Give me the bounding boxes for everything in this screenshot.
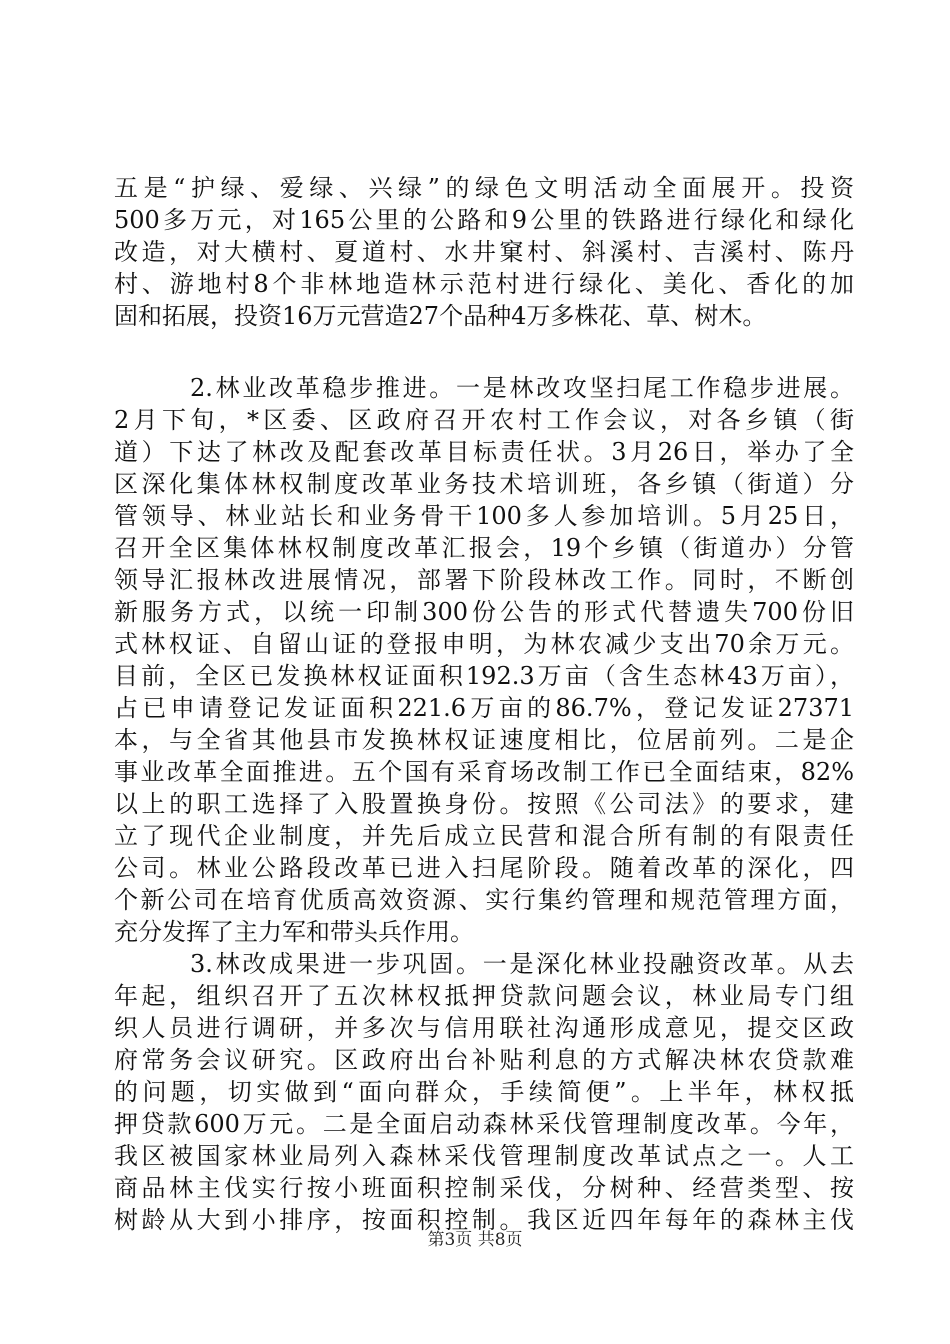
- text-line: 织人员进行调研，并多次与信用联社沟通形成意见，提交区政: [114, 1014, 854, 1042]
- text-line: 3.林改成果进一步巩固。一是深化林业投融资改革。从去: [190, 950, 854, 978]
- text-line: 公司。林业公路段改革已进入扫尾阶段。随着改革的深化，四: [114, 854, 854, 882]
- text-line: 召开全区集体林权制度改革汇报会，19个乡镇（街道办）分管: [114, 534, 854, 562]
- text-line: 改造，对大横村、夏道村、水井窠村、斜溪村、吉溪村、陈丹: [114, 238, 854, 266]
- text-line: 目前，全区已发换林权证面积192.3万亩（含生态林43万亩），: [114, 662, 854, 690]
- text-line: 村、游地村8个非林地造林示范村进行绿化、美化、香化的加: [114, 270, 854, 298]
- text-line: 五是“护绿、爱绿、兴绿”的绿色文明活动全面展开。投资: [114, 174, 854, 202]
- text-line: 立了现代企业制度，并先后成立民营和混合所有制的有限责任: [114, 822, 854, 850]
- document-body: [114, 172, 854, 1236]
- text-line: 占已申请登记发证面积221.6万亩的86.7%，登记发证27371: [114, 694, 854, 722]
- text-line: 道）下达了林改及配套改革目标责任状。3月26日，举办了全: [114, 438, 854, 466]
- text-line: 事业改革全面推进。五个国有采育场改制工作已全面结束，82%: [114, 758, 854, 786]
- text-line: 个新公司在培育优质高效资源、实行集约管理和规范管理方面，: [114, 886, 854, 914]
- text-line: 固和拓展，投资16万元营造27个品种4万多株花、草、树木。: [114, 302, 767, 330]
- text-line: 我区被国家林业局列入森林采伐管理制度改革试点之一。人工: [114, 1142, 854, 1170]
- text-line: 充分发挥了主力军和带头兵作用。: [114, 918, 474, 946]
- text-line: 2.林业改革稳步推进。一是林改攻坚扫尾工作稳步进展。: [190, 374, 854, 402]
- text-line: 以上的职工选择了入股置换身份。按照《公司法》的要求，建: [114, 790, 854, 818]
- paragraph-green-campaign: [114, 172, 854, 332]
- text-line: 区深化集体林权制度改革业务技术培训班，各乡镇（街道）分: [114, 470, 854, 498]
- text-line: 新服务方式，以统一印制300份公告的形式代替遗失700份旧: [114, 598, 854, 626]
- text-line: 押贷款600万元。二是全面启动森林采伐管理制度改革。今年，: [114, 1110, 854, 1138]
- text-line: 本，与全省其他县市发换林权证速度相比，位居前列。二是企: [114, 726, 854, 754]
- text-line: 的问题，切实做到“面向群众，手续简便”。上半年，林权抵: [114, 1078, 854, 1106]
- text-line: 领导汇报林改进展情况，部署下阶段林改工作。同时，不断创: [114, 566, 854, 594]
- paragraph-gap: [114, 332, 854, 372]
- text-line: 2月下旬，*区委、区政府召开农村工作会议，对各乡镇（街: [114, 406, 854, 434]
- text-line: 府常务会议研究。区政府出台补贴利息的方式解决林农贷款难: [114, 1046, 854, 1074]
- page-number-footer: 第3页 共8页: [427, 1230, 523, 1250]
- text-line: 商品林主伐实行按小班面积控制采伐，分树种、经营类型、按: [114, 1174, 854, 1202]
- text-line: 式林权证、自留山证的登报申明，为林农减少支出70余万元。: [114, 630, 854, 658]
- text-line: 年起，组织召开了五次林权抵押贷款问题会议，林业局专门组: [114, 982, 854, 1010]
- text-line: 500多万元，对165公里的公路和9公里的铁路进行绿化和绿化: [114, 206, 854, 234]
- paragraph-forestry-reform: [114, 372, 854, 948]
- paragraph-reform-results: [114, 948, 854, 1236]
- text-line: 树龄从大到小排序，按面积控制。我区近四年每年的森林主伐: [114, 1206, 854, 1234]
- text-line: 管领导、林业站长和业务骨干100多人参加培训。5月25日，: [114, 502, 854, 530]
